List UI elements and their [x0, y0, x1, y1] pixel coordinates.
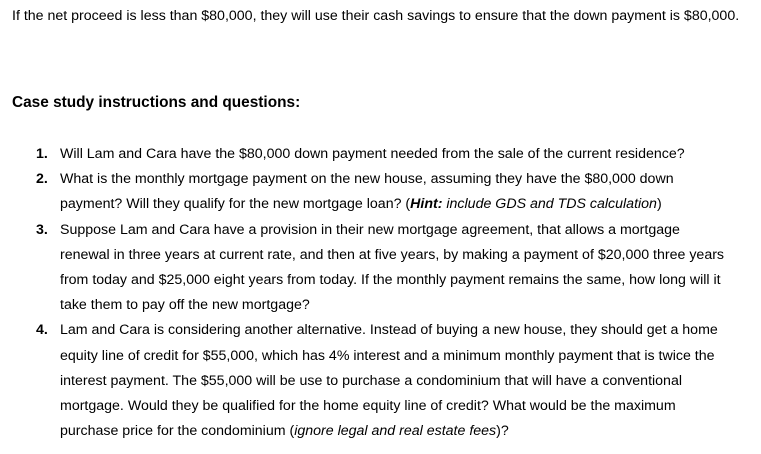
question-number: 1.: [36, 146, 48, 162]
question-item-4: [36, 318, 726, 444]
question-item-2: [36, 167, 726, 217]
question-text: Suppose Lam and Cara have a provision in their new mortgage agreement, that allows a mortgage renewal in three years at current rate, and then at five years, by making a payment of $20,000 three years from today and $25,000 eight years from today. If the monthly payment remains the same, how long will it take them to pay off the new mortgage?: [60, 221, 725, 314]
intro-paragraph: If the net proceed is less than $80,000, they will use their cash savings to ensure that the down payment is $80,000.: [12, 8, 740, 24]
questions-list: [36, 142, 726, 444]
question-text: What is the monthly mortgage payment on the new house, assuming they have the $80,000 down payment? Will they qualify for the new mortgage loan? (: [60, 171, 674, 213]
question-number: 3.: [36, 221, 48, 238]
question-item-1: [36, 142, 726, 167]
italic-note: ignore legal and real estate fees: [294, 423, 497, 440]
question-text-end: )?: [496, 423, 509, 440]
hint-text: include GDS and TDS calculation: [442, 196, 657, 213]
question-number: 4.: [36, 322, 48, 339]
question-number: 2.: [36, 171, 48, 188]
question-item-3: [36, 218, 726, 319]
section-heading: Case study instructions and questions:: [12, 94, 301, 111]
question-text: Will Lam and Cara have the $80,000 down payment needed from the sale of the current residence?: [60, 146, 685, 162]
hint-label: Hint:: [410, 196, 443, 213]
question-text-end: ): [656, 196, 662, 213]
question-text: Lam and Cara is considering another alternative. Instead of buying a new house, they should get a home equity line of credit for $55,000, which has 4% interest and a minimum monthly payment that is twice the interest payment. The $55,000 will be use to purchase a condominium that will have a conventional mortgage. Would they be qualified for the home equity line of credit? What would be the maximum purchase price for the condominium (: [60, 322, 718, 440]
